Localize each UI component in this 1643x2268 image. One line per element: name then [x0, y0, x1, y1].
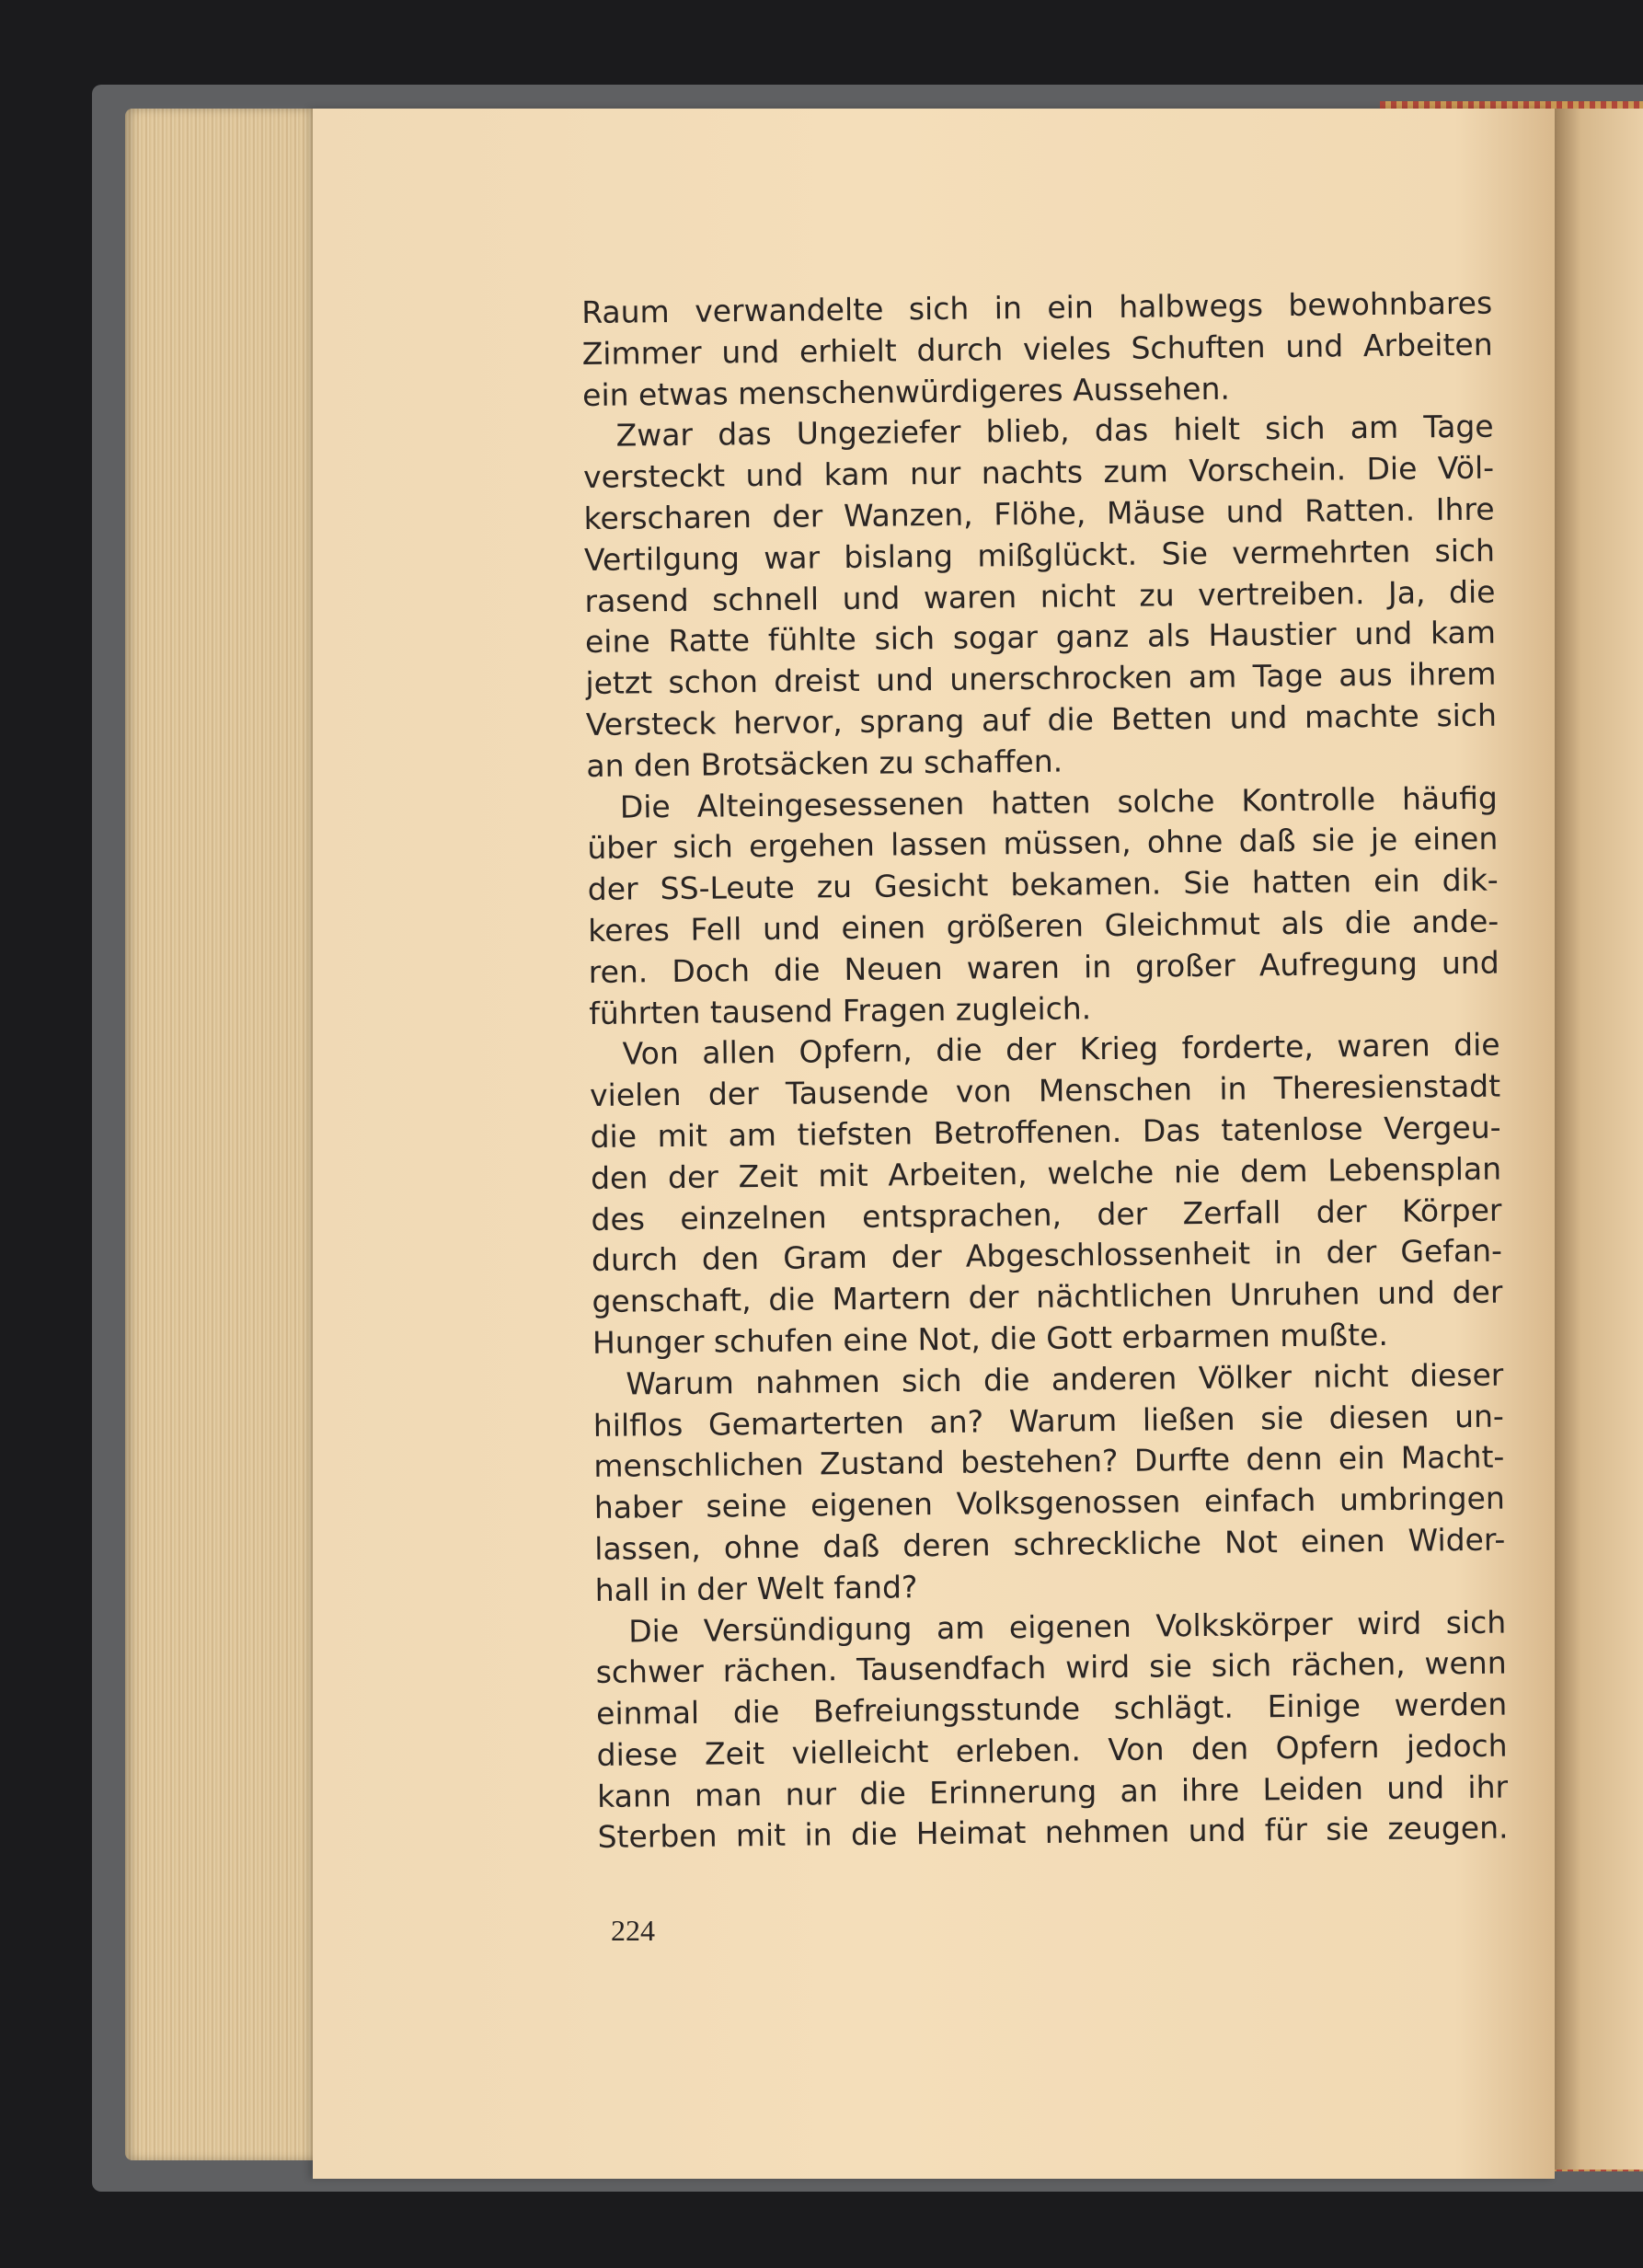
- text-line: des einzelnen entsprachen, der Zerfall der Körper: [591, 1192, 1502, 1238]
- text-line: Sterben mit in die Heimat nehmen und für sie zeugen.: [597, 1810, 1509, 1856]
- text-line: hall in der Welt fand?: [594, 1568, 918, 1608]
- page-edges: [125, 109, 320, 2160]
- text-line: Von allen Opfern, die der Krieg forderte, waren die: [622, 1026, 1500, 1072]
- text-line: der SS-Leute zu Gesicht bekamen. Sie hatten ein dik-: [587, 861, 1499, 908]
- text-line: kerscharen der Wanzen, Flöhe, Mäuse und Ratten. Ihre: [583, 490, 1495, 536]
- text-line: haber seine eigenen Volksgenossen einfach umbringen: [593, 1479, 1505, 1526]
- text-line: Die Alteingesessenen hatten solche Kontrolle häufig: [619, 779, 1499, 825]
- text-line: lassen, ohne daß deren schreckliche Not einen Wider-: [594, 1521, 1506, 1567]
- text-line: eine Ratte fühlte sich sogar ganz als Haustier und kam: [584, 614, 1497, 661]
- paragraph-4: [589, 1025, 1503, 1364]
- text-line: versteckt und kam nur nachts zum Vorschein. Die Völ-: [582, 449, 1495, 496]
- text-line: ren. Doch die Neuen waren in großer Aufregung und: [588, 944, 1499, 990]
- text-line: an den Brotsäcken zu schaffen.: [586, 743, 1063, 784]
- page-number: 224: [611, 1914, 655, 1947]
- text-line: einmal die Befreiungsstunde schlägt. Einige werden: [595, 1686, 1508, 1733]
- text-line: keres Fell und einen größeren Gleichmut als die ande-: [588, 903, 1499, 949]
- page-text: [581, 283, 1509, 1859]
- text-line: Zimmer und erhielt durch vieles Schuften und Arbeiten: [581, 326, 1493, 372]
- text-line: Hunger schufen eine Not, die Gott erbarmen mußte.: [592, 1316, 1389, 1361]
- text-line: schwer rächen. Tausendfach wird sie sich rächen, wenn: [595, 1644, 1507, 1691]
- text-line: Vertilgung war bislang mißglückt. Sie vermehrten sich: [583, 532, 1496, 578]
- paragraph-6: [595, 1602, 1509, 1859]
- facing-page-edge: [1555, 109, 1643, 2170]
- text-line: ein etwas menschenwürdigeres Aussehen.: [581, 370, 1231, 413]
- text-line: führten tausend Fragen zugleich.: [588, 989, 1092, 1031]
- text-line: menschlichen Zustand bestehen? Durfte denn ein Macht-: [593, 1438, 1505, 1485]
- text-line: durch den Gram der Abgeschlossenheit in der Gefan-: [591, 1232, 1503, 1279]
- text-line: rasend schnell und waren nicht zu vertreiben. Ja, die: [584, 573, 1496, 619]
- text-line: die mit am tiefsten Betroffenen. Das tatenlose Vergeu-: [590, 1109, 1501, 1155]
- text-line: Die Versündigung am eigenen Volkskörper wird sich: [628, 1604, 1507, 1650]
- text-line: diese Zeit vielleicht erleben. Von den Opfern jedoch: [596, 1727, 1508, 1773]
- paragraph-1: [581, 283, 1493, 417]
- text-line: den der Zeit mit Arbeiten, welche nie dem Lebensplan: [590, 1150, 1502, 1196]
- text-line: hilflos Gemarterten an? Warum ließen sie diesen un-: [592, 1398, 1505, 1444]
- text-line: über sich ergehen lassen müssen, ohne daß sie je einen: [587, 820, 1499, 867]
- text-line: genschaft, die Martern der nächtlichen Unruhen und der: [592, 1273, 1503, 1320]
- paragraph-5: [592, 1354, 1506, 1611]
- text-line: Warum nahmen sich die anderen Völker nicht dieser: [626, 1356, 1504, 1402]
- text-line: vielen der Tausende von Menschen in Theresienstadt: [589, 1067, 1501, 1114]
- text-line: Zwar das Ungeziefer blieb, das hielt sich am Tage: [615, 409, 1494, 455]
- text-line: Versteck hervor, sprang auf die Betten und machte sich: [585, 697, 1498, 743]
- paragraph-2: [582, 407, 1497, 788]
- paragraph-3: [587, 777, 1500, 1034]
- text-line: kann man nur die Erinnerung an ihre Leiden und ihr: [596, 1768, 1509, 1814]
- text-line: Raum verwandelte sich in ein halbwegs bewohnbares: [581, 284, 1493, 330]
- text-line: jetzt schon dreist und unerschrocken am Tage aus ihrem: [585, 655, 1497, 702]
